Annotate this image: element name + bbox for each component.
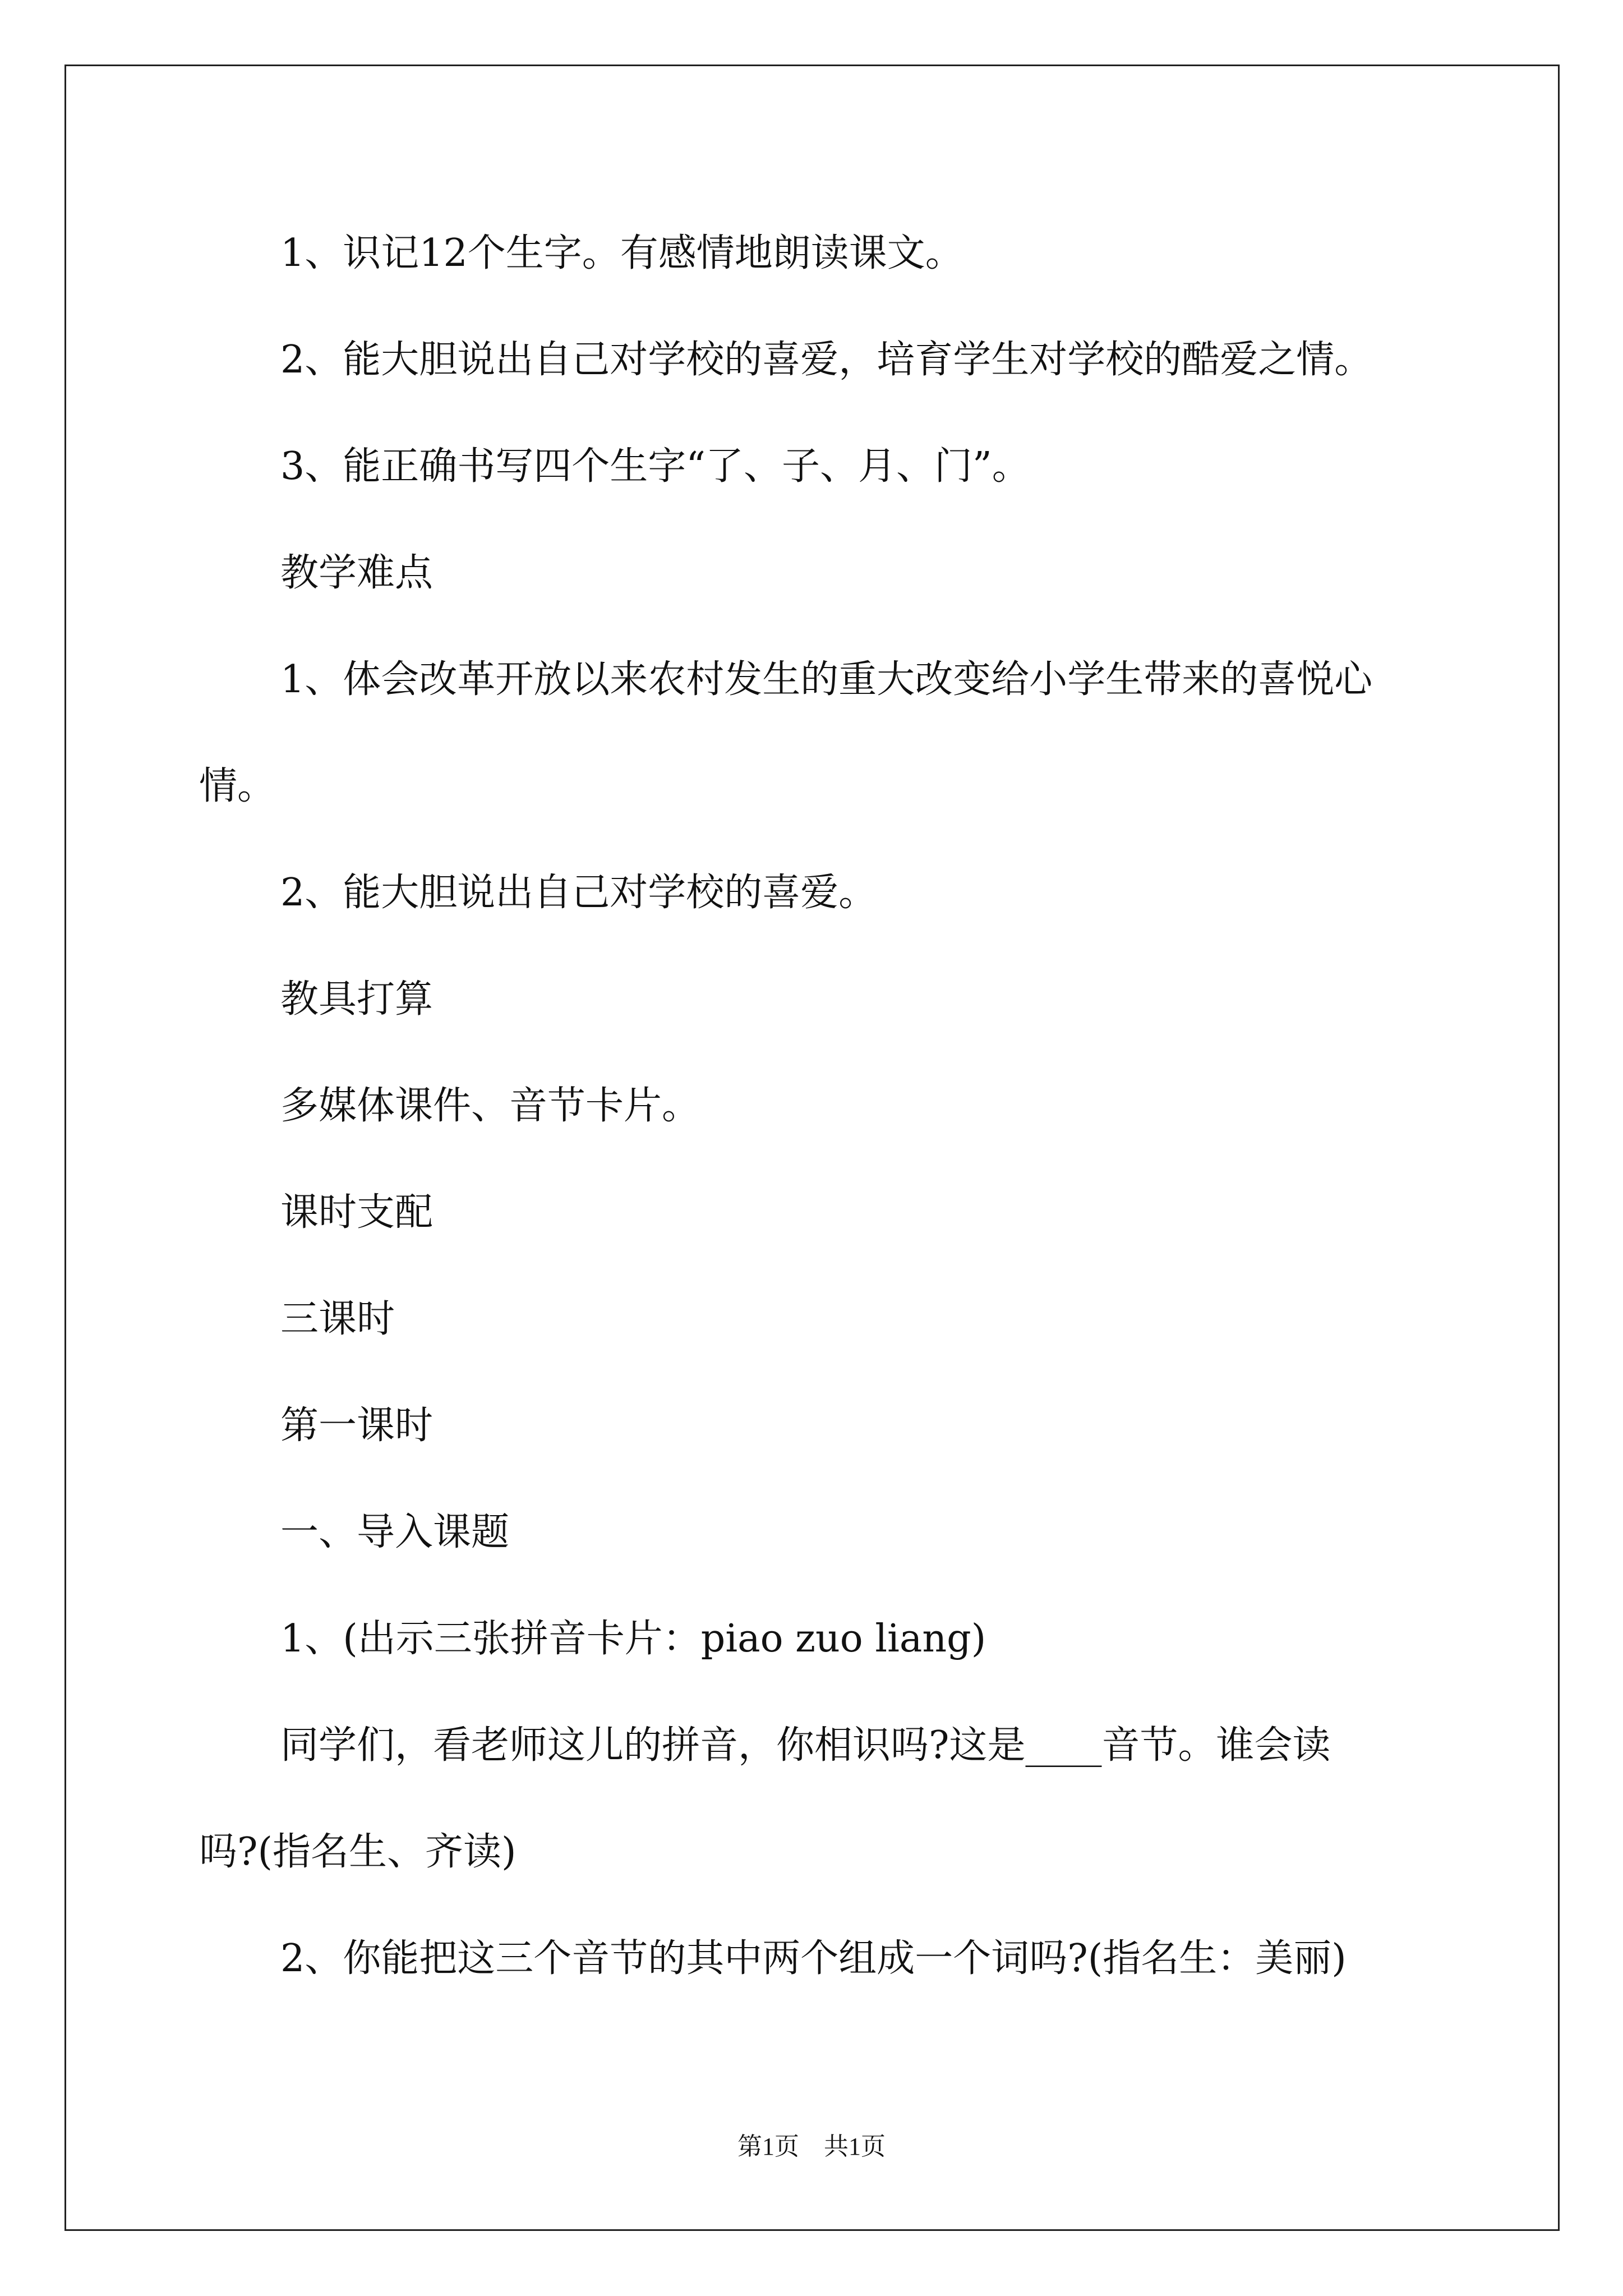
step-line-3: 2、你能把这三个音节的其中两个组成一个词吗?(指名生：美丽) xyxy=(280,1936,1347,1981)
step-line-2-cont: 吗?(指名生、齐读) xyxy=(199,1830,517,1874)
step-line-1: 1、(出示三张拼音卡片：piao zuo liang) xyxy=(280,1617,986,1661)
section-heading-schedule: 课时支配 xyxy=(280,1190,434,1235)
difficulty-line-1: 1、体会改革开放以来农村发生的重大改变给小学生带来的喜悦心 xyxy=(280,657,1373,702)
page-number-footer: 第1页 共1页 xyxy=(737,2133,886,2160)
step-line-2: 同学们，看老师这儿的拼音，你相识吗?这是____音节。谁会读 xyxy=(280,1723,1331,1768)
materials-line: 多媒体课件、音节卡片。 xyxy=(280,1084,700,1128)
difficulty-line-1-cont: 情。 xyxy=(199,764,276,808)
schedule-line: 三课时 xyxy=(280,1297,395,1341)
objective-line-3: 3、能正确书写四个生字“了、子、月、门”。 xyxy=(280,444,1030,489)
objective-line-1: 1、识记12个生字。有感情地朗读课文。 xyxy=(280,231,963,275)
difficulty-line-2: 2、能大胆说出自己对学校的喜爱。 xyxy=(280,871,877,915)
section-heading-materials: 教具打算 xyxy=(280,977,434,1022)
section-heading-first-lesson: 第一课时 xyxy=(280,1404,434,1448)
objective-line-2: 2、能大胆说出自己对学校的喜爱，培育学生对学校的酷爱之情。 xyxy=(280,338,1373,382)
step-heading-intro: 一、导入课题 xyxy=(280,1510,510,1554)
section-heading-difficulty: 教学难点 xyxy=(280,551,434,595)
